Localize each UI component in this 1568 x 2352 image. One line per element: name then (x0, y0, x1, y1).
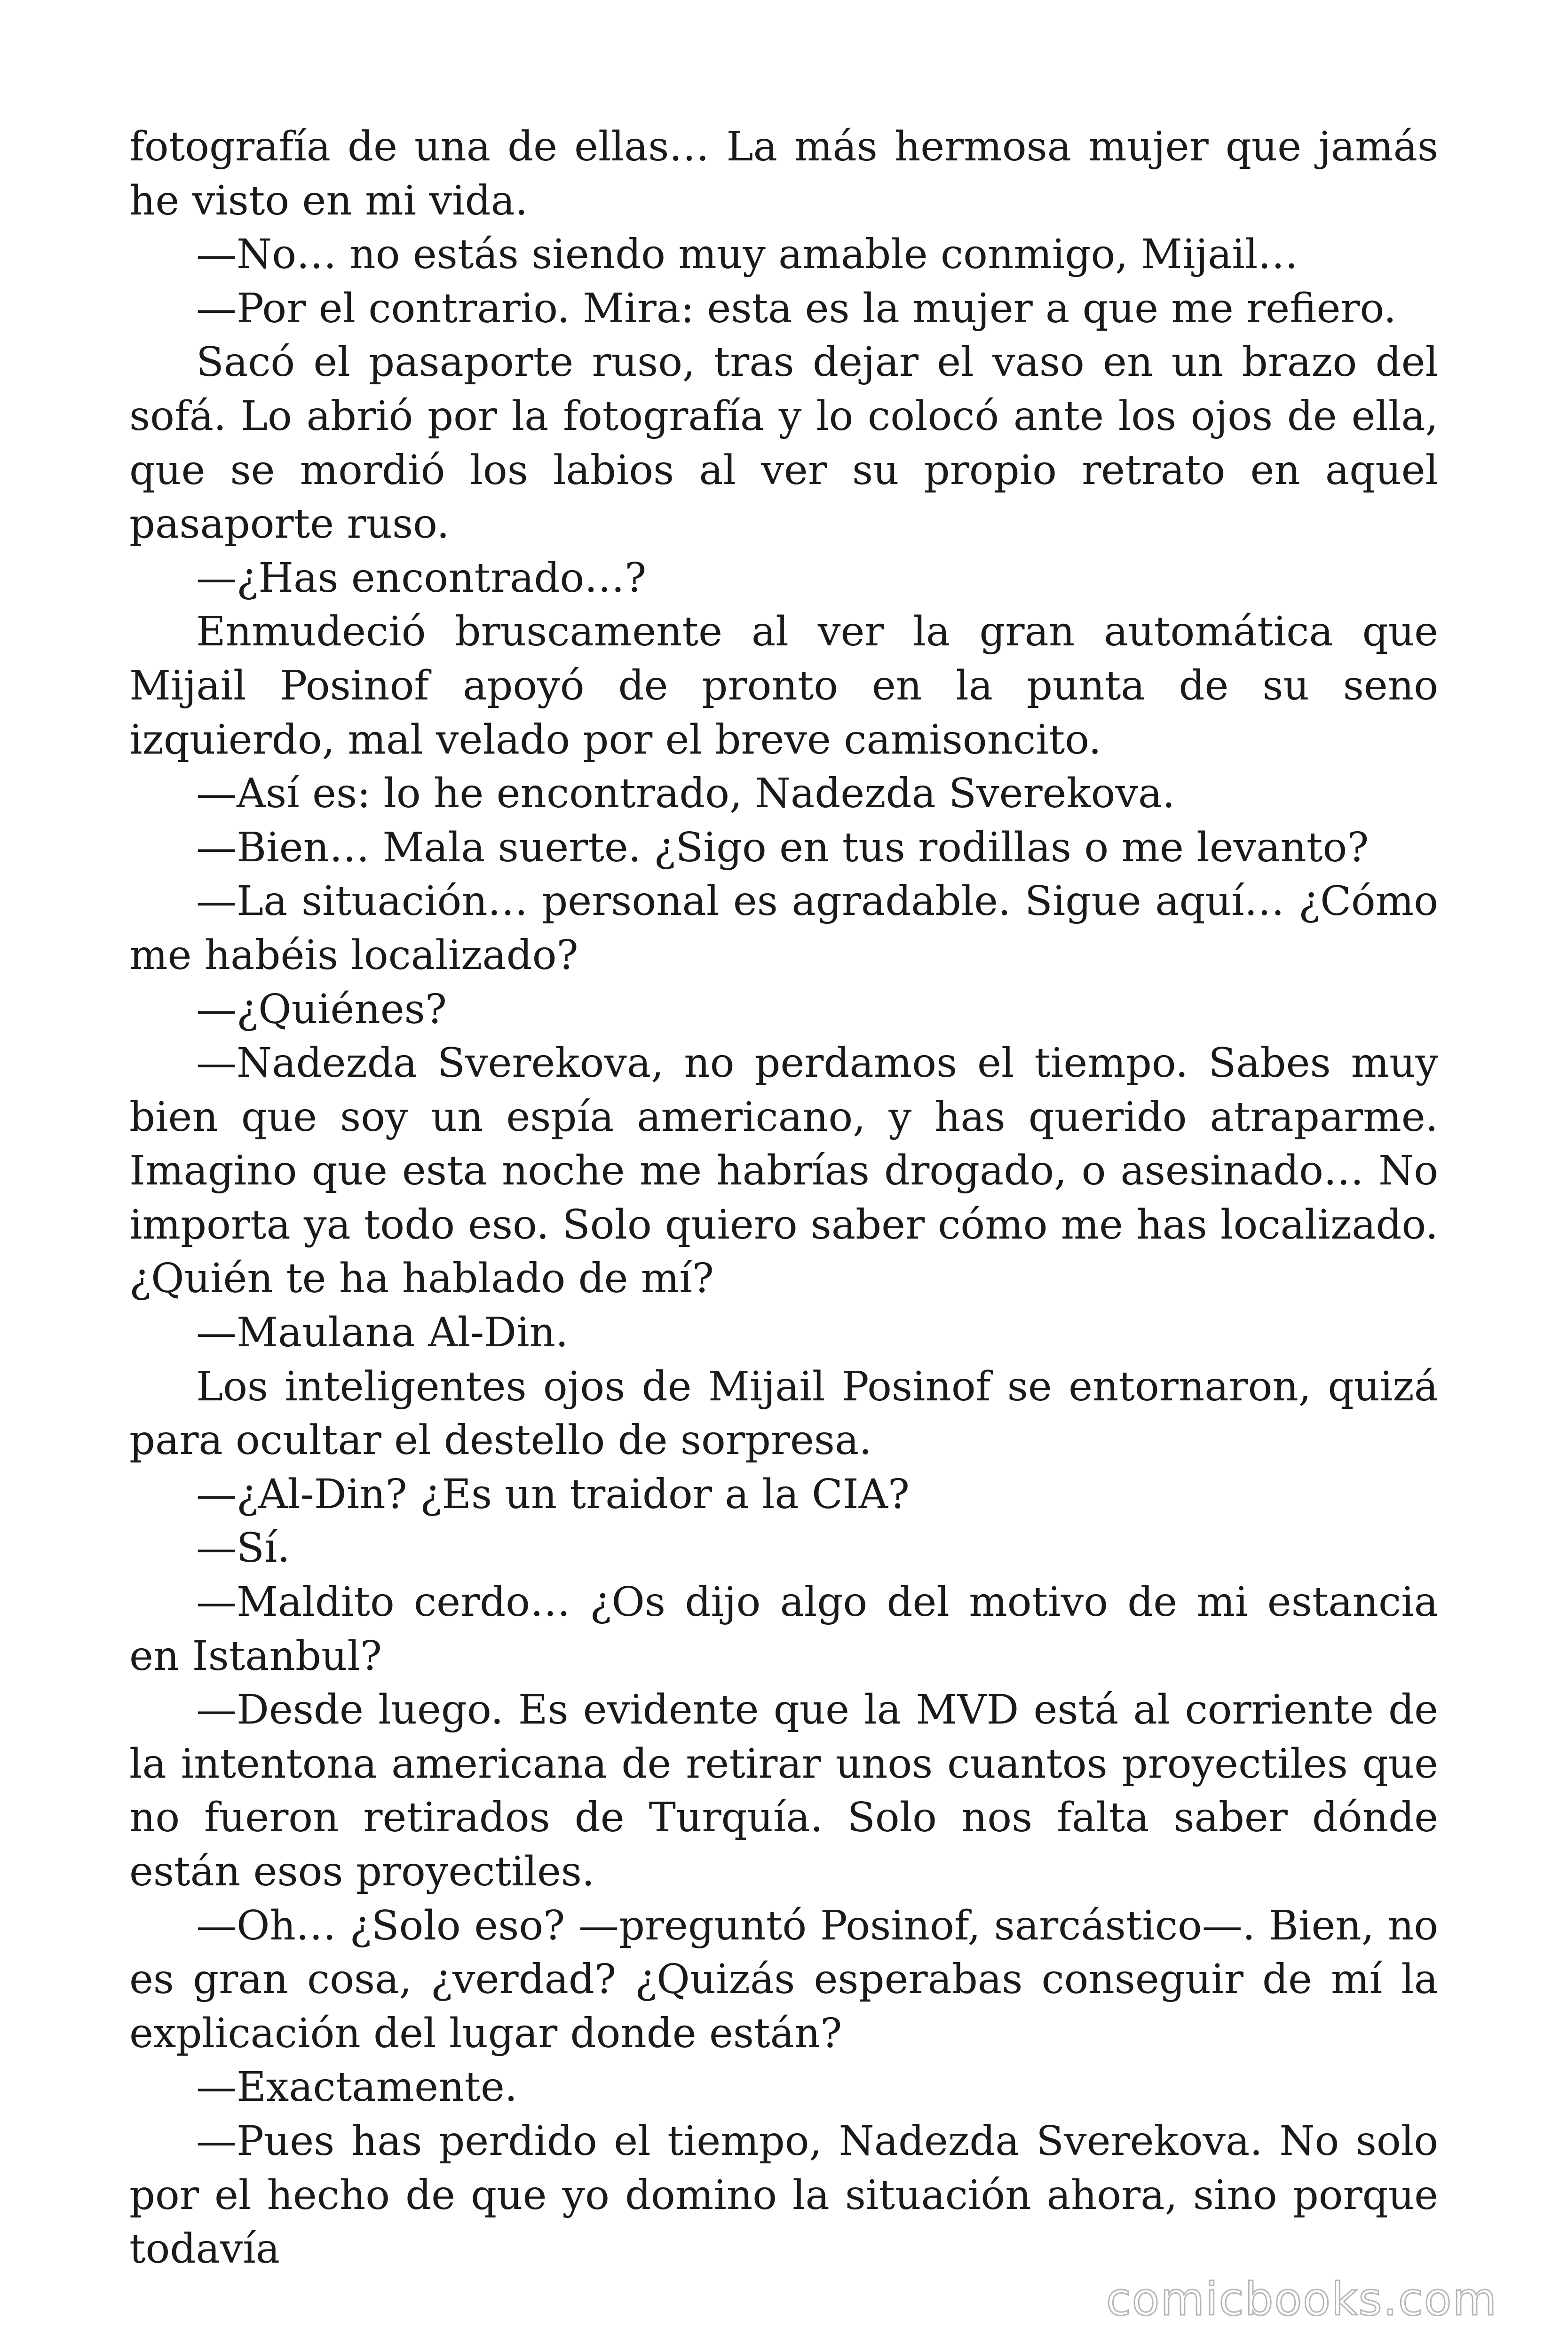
paragraph-2: —No… no estás siendo muy amable conmigo, Mijail… (196, 231, 1299, 278)
paragraph-19: —Exactamente. (196, 2064, 518, 2111)
paragraph-10: —¿Quiénes? (196, 985, 447, 1033)
paragraph-16: —Maldito cerdo… ¿Os dijo algo del motivo de mi estancia en Istanbul? (129, 1579, 1438, 1680)
paragraph-14: —¿Al-Din? ¿Es un traidor a la CIA? (196, 1470, 910, 1518)
paragraph-12: —Maulana Al-Din. (196, 1309, 569, 1357)
paragraph-3: —Por el contrario. Mira: esta es la mujer a que me refiero. (196, 285, 1397, 332)
paragraph-17: —Desde luego. Es evidente que la MVD está al corriente de la intentona americana de retirar unos cuantos proyectiles que no fueron retirados de Turquía. Solo nos falta saber dónde están esos proyectiles. (129, 1686, 1438, 1895)
paragraph-13: Los inteligentes ojos de Mijail Posinof se entornaron, quizá para ocultar el destello de sorpresa. (129, 1363, 1438, 1464)
paragraph-15: —Sí. (196, 1525, 290, 1572)
paragraph-9: —La situación… personal es agradable. Sigue aquí… ¿Cómo me habéis localizado? (129, 878, 1438, 979)
paragraph-20: —Pues has perdido el tiempo, Nadezda Sverekova. No solo por el hecho de que yo domino la situación ahora, sino porque todavía (129, 2117, 1438, 2273)
paragraph-6: Enmudeció bruscamente al ver la gran automática que Mijail Posinof apoyó de pronto en la punta de su seno izquierdo, mal velado por el breve camisoncito. (129, 608, 1438, 763)
paragraph-18: —Oh… ¿Solo eso? —preguntó Posinof, sarcástico—. Bien, no es gran cosa, ¿verdad? ¿Quizás esperabas conseguir de mí la explicación del lugar donde están? (129, 1902, 1438, 2057)
watermark-logo: comicbooks.com (1106, 2273, 1497, 2326)
paragraph-1: fotografía de una de ellas… La más hermosa mujer que jamás he visto en mi vida. (129, 123, 1438, 224)
page-body-text (129, 120, 1438, 2276)
paragraph-5: —¿Has encontrado…? (196, 554, 647, 602)
paragraph-8: —Bien… Mala suerte. ¿Sigo en tus rodillas o me levanto? (196, 824, 1369, 871)
paragraph-4: Sacó el pasaporte ruso, tras dejar el vaso en un brazo del sofá. Lo abrió por la fotografía y lo colocó ante los ojos de ella, que se mordió los labios al ver su propio retrato en aquel pasaporte ruso. (129, 339, 1438, 548)
paragraph-11: —Nadezda Sverekova, no perdamos el tiempo. Sabes muy bien que soy un espía americano, y has querido atraparme. Imagino que esta noche me habrías drogado, o asesinado… No importa ya todo eso. Solo quiero saber cómo me has localizado. ¿Quién te ha hablado de mí? (129, 1040, 1438, 1303)
paragraph-7: —Así es: lo he encontrado, Nadezda Sverekova. (196, 770, 1175, 818)
